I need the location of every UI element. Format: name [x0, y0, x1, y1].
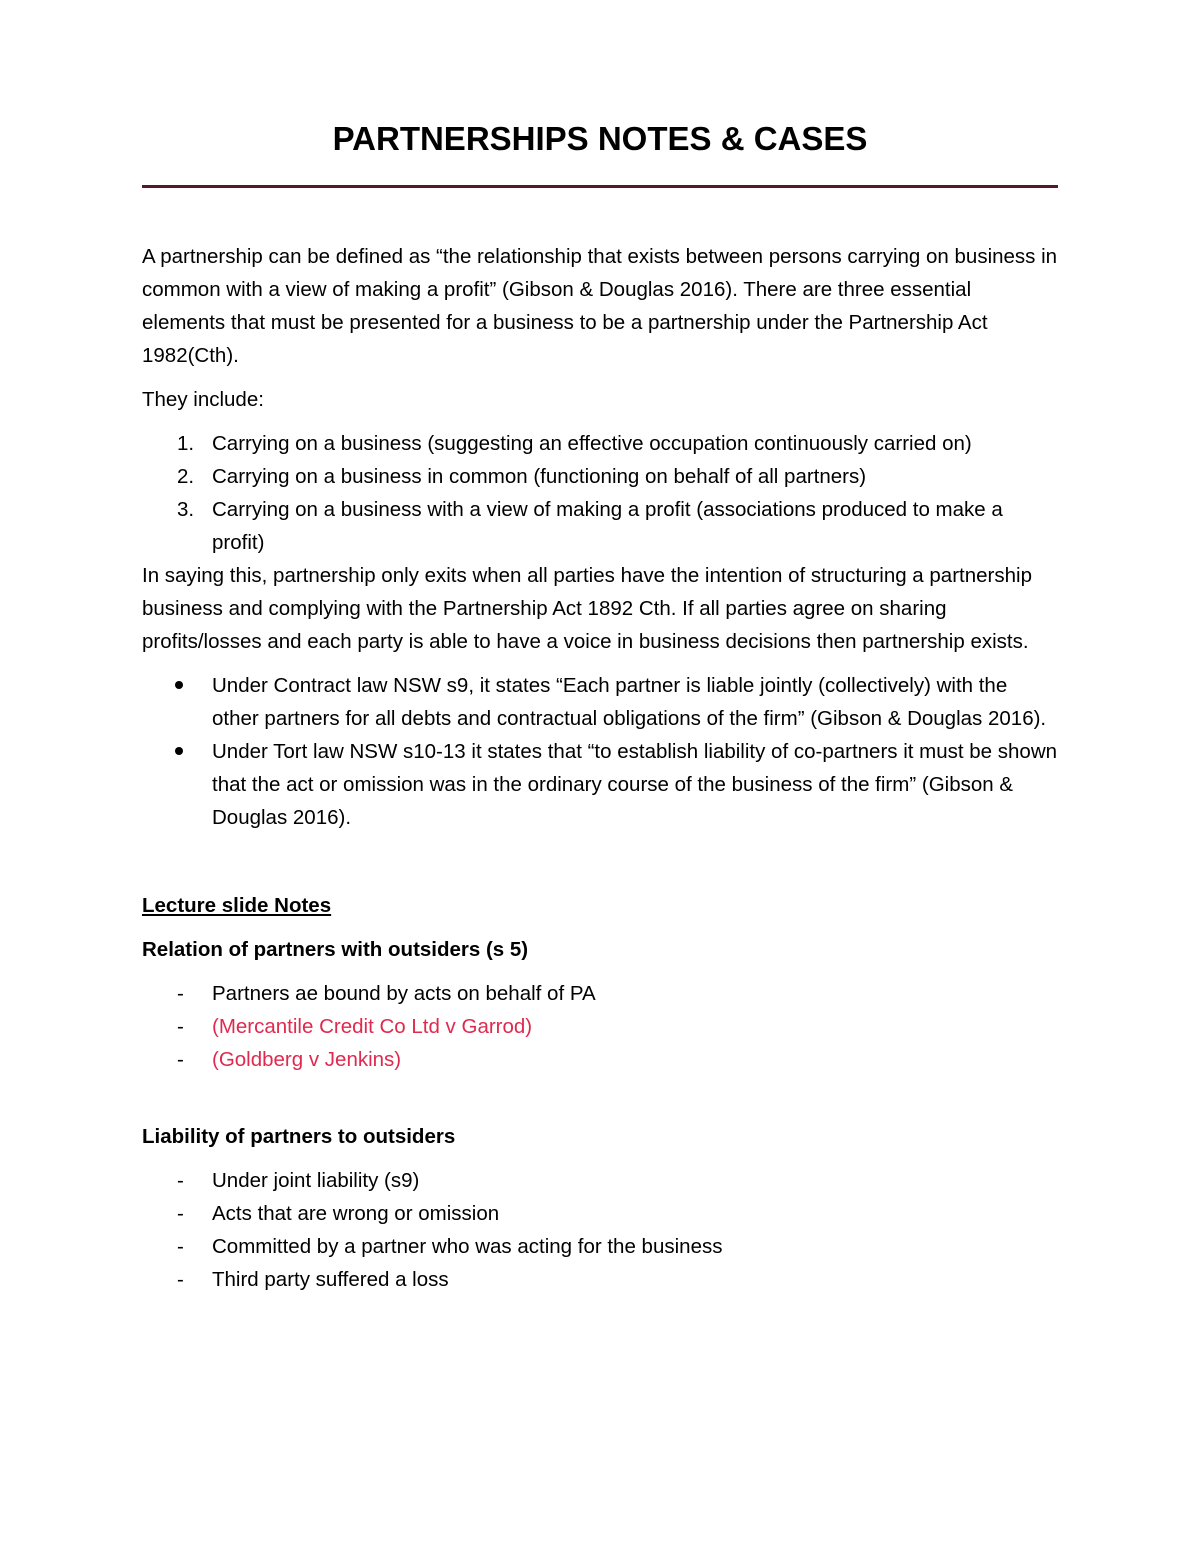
dash-marker: -	[177, 1235, 184, 1258]
list-item-text: Carrying on a business with a view of making a profit (associations produced to make a profit)	[212, 498, 1003, 554]
list-number: 1.	[177, 432, 195, 455]
liability-item-text: Acts that are wrong or omission	[212, 1202, 500, 1225]
list-item	[142, 1197, 1058, 1230]
bullet-text: Under Contract law NSW s9, it states “Each partner is liable jointly (collectively) with the other partners for all debts and contractual obligations of the firm” (Gibson & Douglas 2016).	[212, 674, 1047, 730]
relation-list	[142, 977, 1058, 1076]
liability-list	[142, 1164, 1058, 1296]
list-item-text: Carrying on a business in common (functioning on behalf of all partners)	[212, 465, 867, 488]
list-number: 3.	[177, 498, 195, 521]
document-title: PARTNERSHIPS NOTES & CASES	[332, 120, 868, 157]
list-item	[142, 977, 1058, 1010]
intro-paragraph: A partnership can be defined as “the relationship that exists between persons carrying on business in common with a view of making a profit” (Gibson & Douglas 2016). There are three essential elements that must be presented for a business to be a partnership under the Partnership Act 1982(Cth).	[142, 245, 1058, 367]
list-item	[142, 735, 1058, 834]
list-item	[142, 493, 1058, 559]
liability-item-text: Under joint liability (s9)	[212, 1169, 420, 1192]
dash-marker: -	[177, 1202, 184, 1225]
list-number: 2.	[177, 465, 195, 488]
saying-paragraph: In saying this, partnership only exits when all parties have the intention of structuring a partnership business and complying with the Partnership Act 1892 Cth. If all parties agree on sharing profits/losses and each party is able to have a voice in business decisions then partnership exists.	[142, 564, 1032, 653]
bullet-icon	[175, 747, 183, 755]
dash-marker: -	[177, 1048, 184, 1071]
they-include-text: They include:	[142, 388, 264, 411]
lecture-heading: Lecture slide Notes	[142, 894, 332, 917]
case-citation: (Goldberg v Jenkins)	[212, 1048, 402, 1071]
elements-list	[142, 427, 1058, 559]
relation-item-text: Partners ae bound by acts on behalf of PA	[212, 982, 596, 1005]
law-bullets	[142, 669, 1058, 834]
title-rule	[142, 185, 1058, 188]
list-item	[142, 1164, 1058, 1197]
dash-marker: -	[177, 982, 184, 1005]
dash-marker: -	[177, 1169, 184, 1192]
spacer	[142, 834, 1058, 889]
bullet-text: Under Tort law NSW s10-13 it states that “to establish liability of co-partners it must be shown that the act or omission was in the ordinary course of the business of the firm” (Gibson & Douglas 2016).	[212, 740, 1058, 829]
list-item	[142, 1010, 1058, 1043]
list-item	[142, 427, 1058, 460]
dash-marker: -	[177, 1015, 184, 1038]
list-item	[142, 460, 1058, 493]
liability-item-text: Third party suffered a loss	[212, 1268, 449, 1291]
dash-marker: -	[177, 1268, 184, 1291]
list-item	[142, 669, 1058, 735]
list-item-text: Carrying on a business (suggesting an effective occupation continuously carried on)	[212, 432, 972, 455]
list-item	[142, 1043, 1058, 1076]
spacer	[142, 1076, 1058, 1120]
bullet-icon	[175, 681, 183, 689]
list-item	[142, 1230, 1058, 1263]
case-citation: (Mercantile Credit Co Ltd v Garrod)	[212, 1015, 533, 1038]
liability-item-text: Committed by a partner who was acting for the business	[212, 1235, 723, 1258]
liability-heading: Liability of partners to outsiders	[142, 1125, 456, 1148]
relation-heading: Relation of partners with outsiders (s 5)	[142, 938, 529, 961]
list-item	[142, 1263, 1058, 1296]
document-body	[142, 240, 1058, 1296]
